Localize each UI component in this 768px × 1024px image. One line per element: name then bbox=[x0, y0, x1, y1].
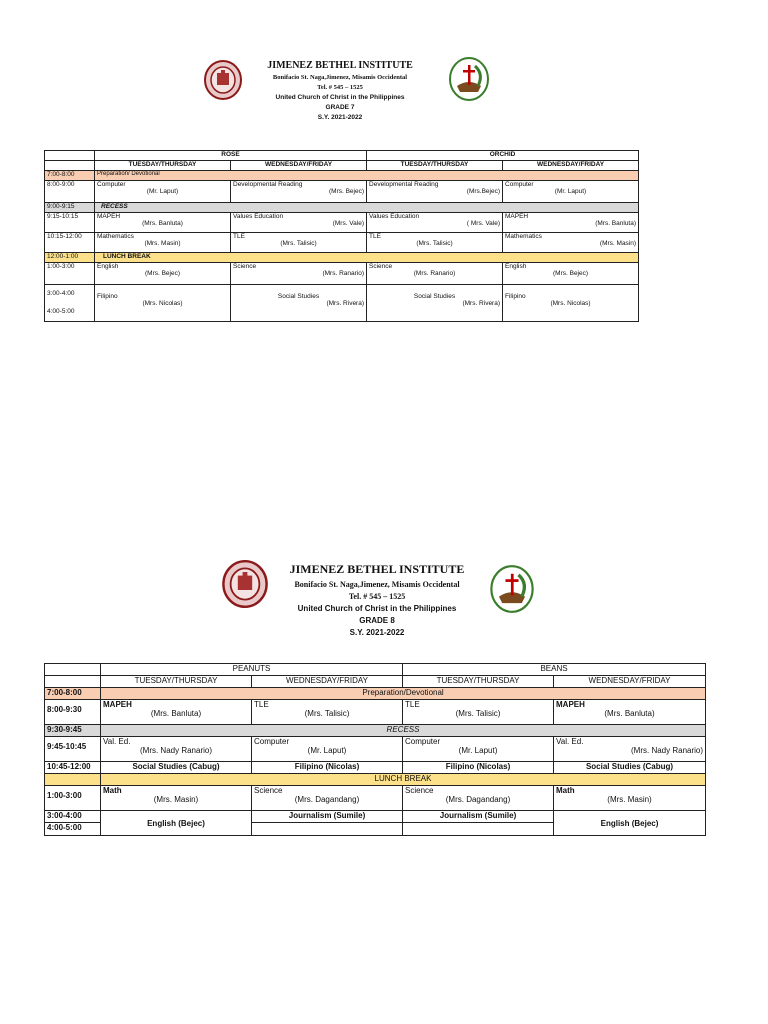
class-cell: Science (Mrs. Ranario) bbox=[367, 263, 503, 285]
time-cell: 10:15-12:00 bbox=[45, 233, 95, 253]
time-cell: 7:00-8:00 bbox=[45, 688, 101, 700]
class-cell: Mathematics (Mrs. Masin) bbox=[95, 233, 231, 253]
class-cell: Filipino (Nicolas) bbox=[252, 762, 403, 774]
school-name: JIMENEZ BETHEL INSTITUTE bbox=[289, 562, 465, 576]
class-cell: Science (Mrs. Ranario) bbox=[231, 263, 367, 285]
class-cell: TLE (Mrs. Talisic) bbox=[231, 233, 367, 253]
lunch-band: LUNCH BREAK bbox=[101, 774, 706, 786]
class-cell: Science (Mrs. Dagandang) bbox=[252, 786, 403, 811]
class-cell: English (Mrs. Bejec) bbox=[95, 263, 231, 285]
table-row bbox=[45, 786, 706, 811]
school-name: JIMENEZ BETHEL INSTITUTE bbox=[267, 60, 413, 71]
class-cell: MAPEH (Mrs. Banluta) bbox=[554, 700, 706, 725]
school-seal-logo bbox=[222, 560, 268, 608]
school-year: S.Y. 2021-2022 bbox=[317, 114, 363, 121]
time-cell: 8:00-9:00 bbox=[45, 181, 95, 203]
class-cell: TLE (Mrs. Talisic) bbox=[367, 233, 503, 253]
class-cell: Math (Mrs. Masin) bbox=[101, 786, 252, 811]
time-cell: 1:00-3:00 bbox=[45, 786, 101, 811]
recess-band: RECESS bbox=[95, 203, 639, 213]
class-cell: Social Studies (Mrs. Rivera) bbox=[367, 285, 503, 322]
table-row bbox=[45, 737, 706, 762]
class-cell: Social Studies (Cabug) bbox=[101, 762, 252, 774]
day-header: WEDNESDAY/FRIDAY bbox=[503, 161, 639, 171]
day-header: TUESDAY/THURSDAY bbox=[403, 676, 554, 688]
header-blank bbox=[45, 664, 101, 676]
school-telephone: Tel. # 545 – 1525 bbox=[348, 592, 406, 601]
ucc-church-logo bbox=[448, 56, 490, 102]
grade-label: GRADE 7 bbox=[325, 104, 355, 111]
ucc-church-logo bbox=[488, 564, 536, 614]
table-row bbox=[45, 285, 639, 322]
class-cell: Social Studies (Mrs. Rivera) bbox=[231, 285, 367, 322]
class-cell bbox=[403, 823, 554, 836]
class-cell: Math (Mrs. Masin) bbox=[554, 786, 706, 811]
class-cell bbox=[252, 823, 403, 836]
time-cell: 12:00-1:00 bbox=[45, 253, 95, 263]
table-row bbox=[45, 762, 706, 774]
grade-label: GRADE 8 bbox=[359, 616, 395, 625]
time-cell: 10:45-12:00 bbox=[45, 762, 101, 774]
devotional-band: Preparation/ Devotional bbox=[95, 171, 639, 181]
table-row bbox=[45, 811, 706, 823]
class-cell: Mathematics (Mrs. Masin) bbox=[503, 233, 639, 253]
section-peanuts: PEANUTS bbox=[101, 664, 403, 676]
section-beans: BEANS bbox=[403, 664, 706, 676]
header-blank bbox=[45, 676, 101, 688]
time-cell: 7:00-8:00 bbox=[45, 171, 95, 181]
devotional-band: Preparation/Devotional bbox=[101, 688, 706, 700]
day-header: WEDNESDAY/FRIDAY bbox=[554, 676, 706, 688]
school-address: Bonifacio St. Naga,Jimenez, Misamis Occidental bbox=[272, 74, 408, 81]
church-name: United Church of Christ in the Philippines bbox=[275, 94, 405, 101]
day-header: TUESDAY/THURSDAY bbox=[101, 676, 252, 688]
table-row bbox=[45, 233, 639, 253]
time-cell: 3:00-4:00 bbox=[45, 811, 101, 823]
time-cell: 1:00-3:00 bbox=[45, 263, 95, 285]
school-telephone: Tel. # 545 – 1525 bbox=[317, 84, 363, 91]
church-name: United Church of Christ in the Philippines bbox=[297, 604, 457, 613]
header-blank bbox=[45, 151, 95, 161]
class-cell: Social Studies (Cabug) bbox=[554, 762, 706, 774]
table-row bbox=[45, 700, 706, 725]
table-row bbox=[45, 213, 639, 233]
time-cell: 9:45-10:45 bbox=[45, 737, 101, 762]
time-cell: 9:00-9:15 bbox=[45, 203, 95, 213]
class-cell: Computer (Mr. Laput) bbox=[503, 181, 639, 203]
class-cell: Journalism (Sumile) bbox=[252, 811, 403, 823]
day-header: WEDNESDAY/FRIDAY bbox=[231, 161, 367, 171]
class-cell: Filipino (Nicolas) bbox=[403, 762, 554, 774]
time-cell: 4:00-5:00 bbox=[45, 823, 101, 836]
class-cell: English (Bejec) bbox=[554, 811, 706, 836]
class-cell: TLE (Mrs. Talisic) bbox=[252, 700, 403, 725]
class-cell: English (Bejec) bbox=[101, 811, 252, 836]
class-cell: MAPEH (Mrs. Banluta) bbox=[95, 213, 231, 233]
time-cell bbox=[45, 774, 101, 786]
time-cell: 8:00-9:30 bbox=[45, 700, 101, 725]
class-cell: Journalism (Sumile) bbox=[403, 811, 554, 823]
class-cell: Values Education ( Mrs. Vale) bbox=[367, 213, 503, 233]
school-address: Bonifacio St. Naga,Jimenez, Misamis Occidental bbox=[294, 580, 460, 589]
day-header: TUESDAY/THURSDAY bbox=[95, 161, 231, 171]
lunch-band: LUNCH BREAK bbox=[95, 253, 639, 263]
class-cell: Val. Ed. (Mrs. Nady Ranario) bbox=[101, 737, 252, 762]
class-cell: Filipino (Mrs. Nicolas) bbox=[503, 285, 639, 322]
class-cell: Filipino (Mrs. Nicolas) bbox=[95, 285, 231, 322]
class-cell: Values Education (Mrs. Vale) bbox=[231, 213, 367, 233]
class-cell: Developmental Reading (Mrs.Bejec) bbox=[367, 181, 503, 203]
grade8-schedule-table bbox=[44, 663, 706, 836]
class-cell: Val. Ed. (Mrs. Nady Ranario) bbox=[554, 737, 706, 762]
time-cell: 9:30-9:45 bbox=[45, 725, 101, 737]
class-cell: MAPEH (Mrs. Banluta) bbox=[101, 700, 252, 725]
time-cell: 3:00-4:00 4:00-5:00 bbox=[45, 285, 95, 322]
school-year: S.Y. 2021-2022 bbox=[349, 628, 405, 637]
section-orchid: ORCHID bbox=[367, 151, 639, 161]
grade7-schedule-table bbox=[44, 150, 639, 322]
school-seal-logo bbox=[204, 60, 242, 100]
section-rose: ROSE bbox=[95, 151, 367, 161]
recess-band: RECESS bbox=[101, 725, 706, 737]
class-cell: Computer (Mr. Laput) bbox=[403, 737, 554, 762]
class-cell: MAPEH (Mrs. Banluta) bbox=[503, 213, 639, 233]
day-header: WEDNESDAY/FRIDAY bbox=[252, 676, 403, 688]
header-blank bbox=[45, 161, 95, 171]
class-cell: Computer (Mr. Laput) bbox=[252, 737, 403, 762]
day-header: TUESDAY/THURSDAY bbox=[367, 161, 503, 171]
table-row bbox=[45, 181, 639, 203]
class-cell: TLE (Mrs. Talisic) bbox=[403, 700, 554, 725]
table-row bbox=[45, 263, 639, 285]
class-cell: Science (Mrs. Dagandang) bbox=[403, 786, 554, 811]
class-cell: Developmental Reading (Mrs. Bejec) bbox=[231, 181, 367, 203]
class-cell: English (Mrs. Bejec) bbox=[503, 263, 639, 285]
time-cell: 9:15-10:15 bbox=[45, 213, 95, 233]
class-cell: Computer (Mr. Laput) bbox=[95, 181, 231, 203]
